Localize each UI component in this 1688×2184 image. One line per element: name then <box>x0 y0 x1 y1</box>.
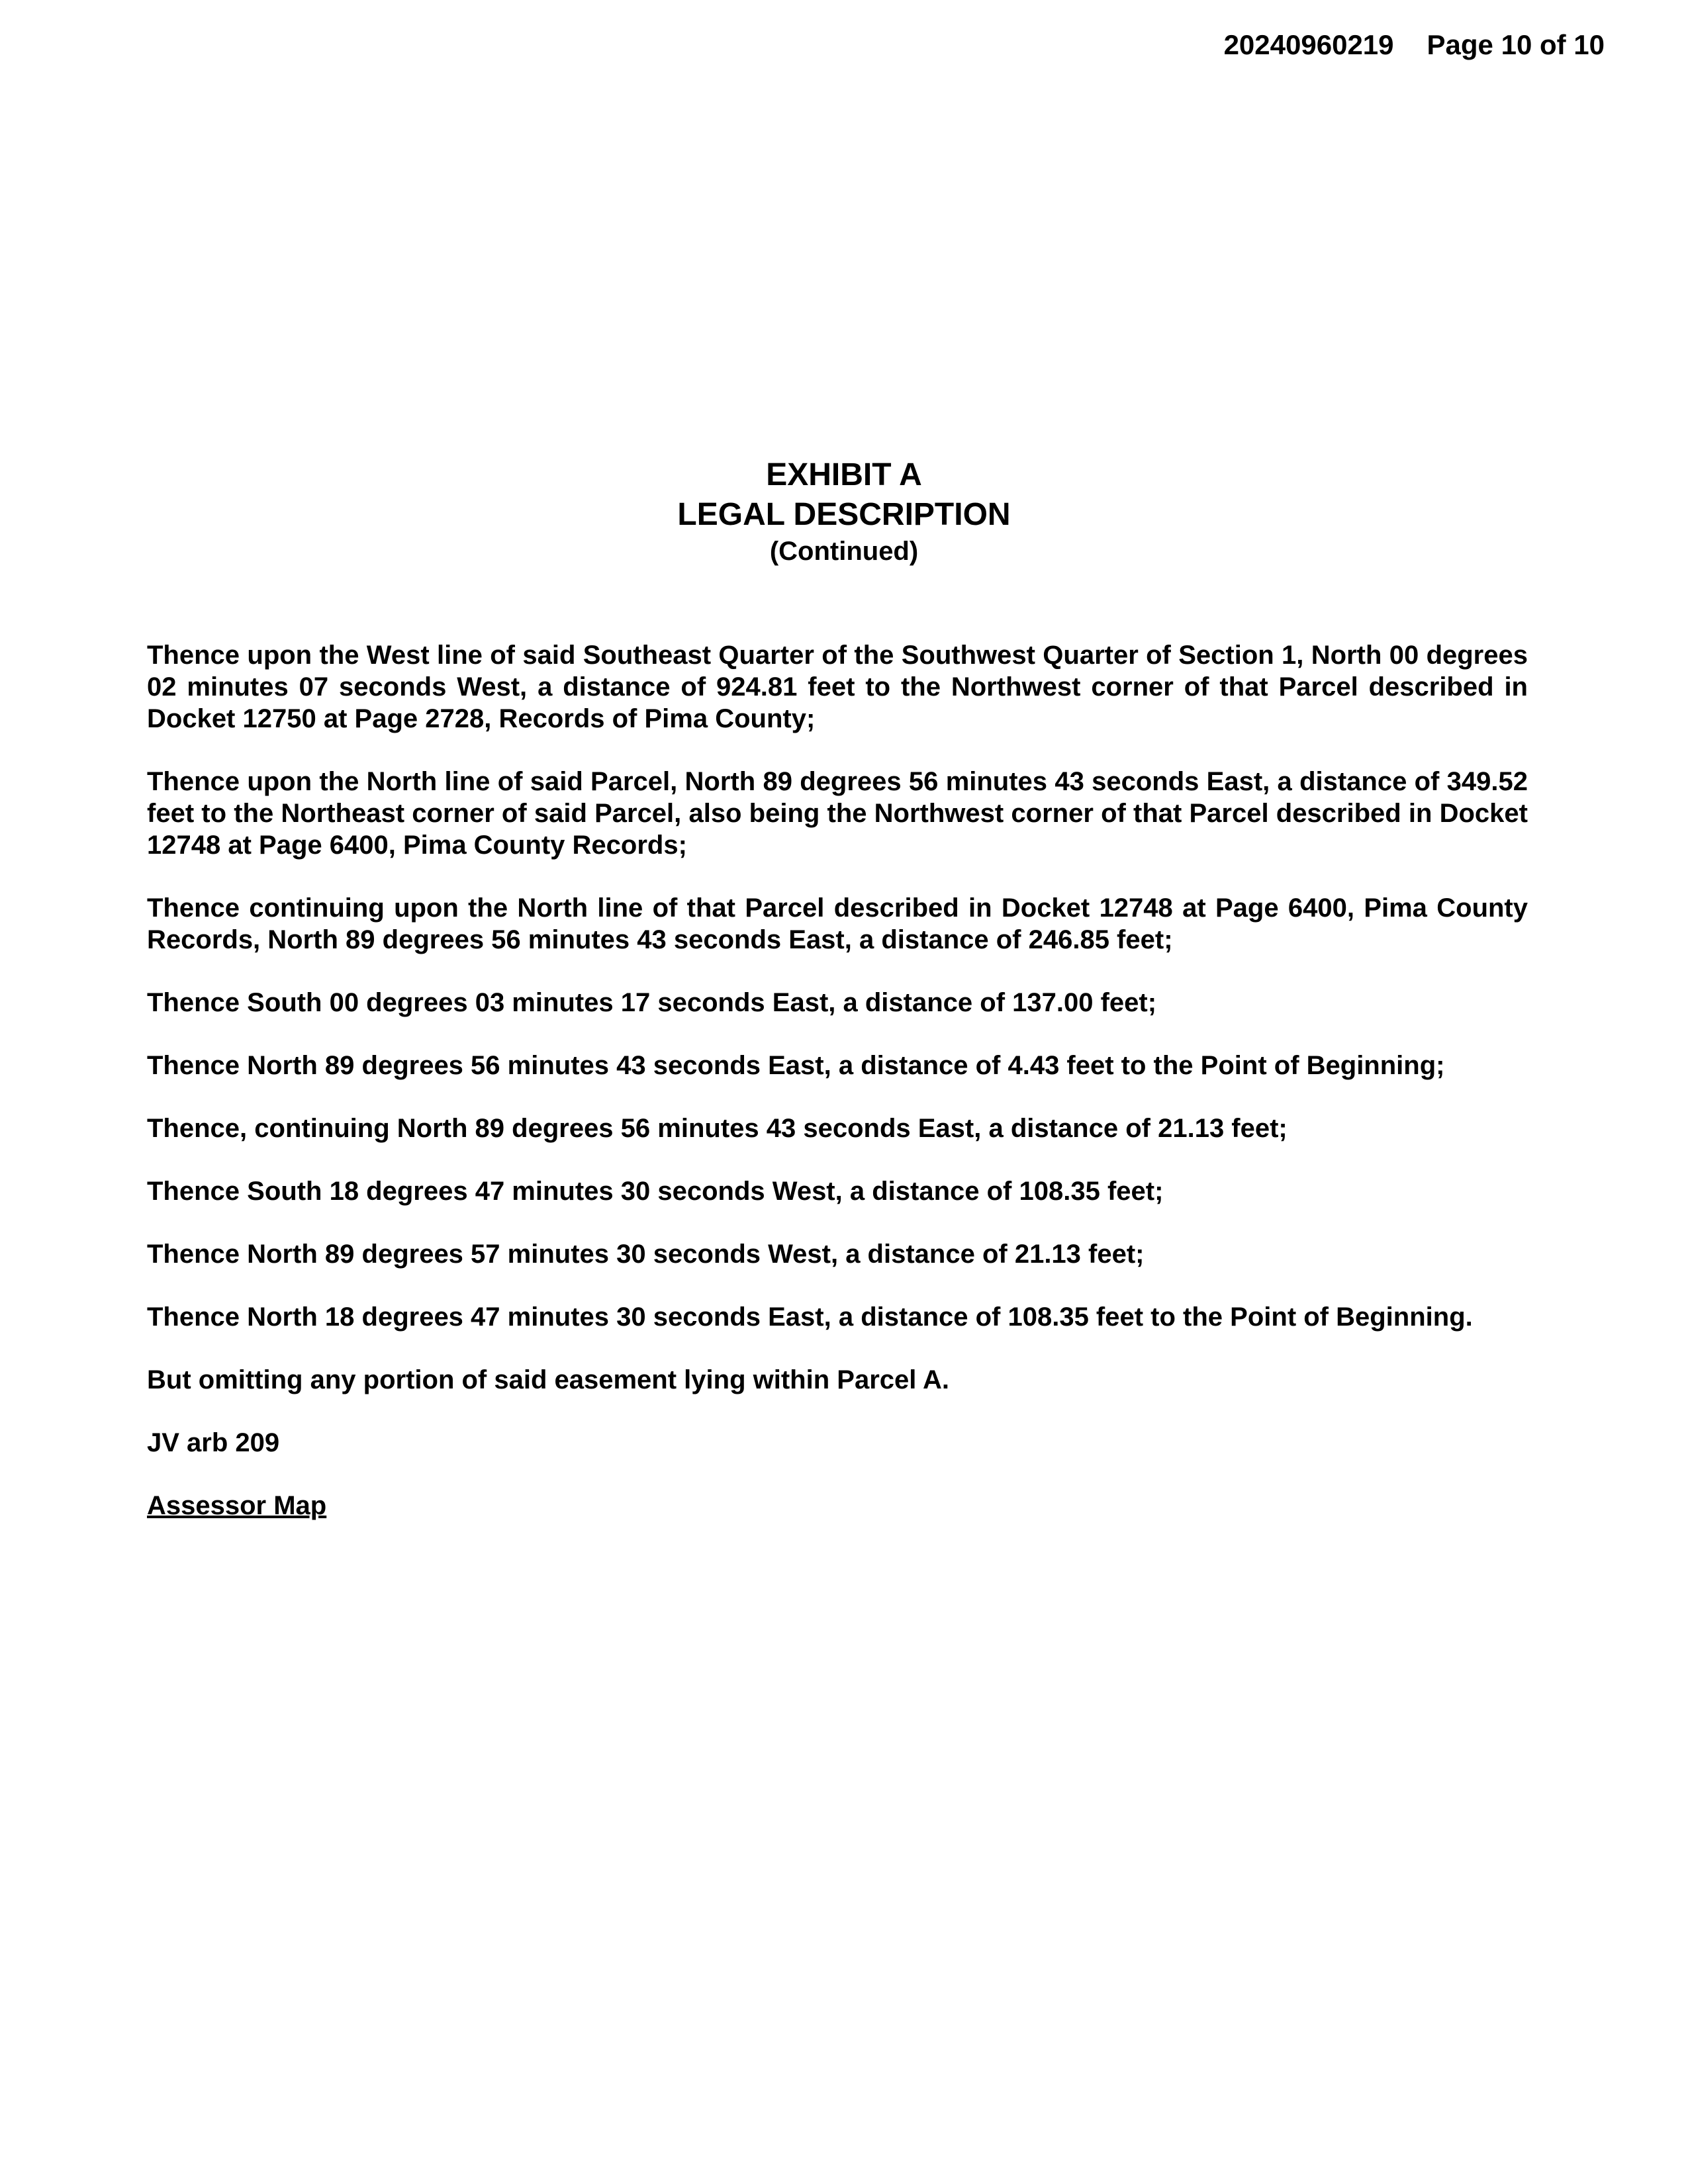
legal-description-body <box>147 639 1528 1553</box>
assessor-map-link[interactable]: Assessor Map <box>147 1491 327 1520</box>
legal-description-heading: LEGAL DESCRIPTION <box>677 497 1011 532</box>
description-paragraph: Thence continuing upon the North line of that Parcel described in Docket 12748 at Page 6400, Pima County Records, North 89 degrees 56 minutes 43 seconds East, a distance of 246.85 feet; <box>147 893 1528 954</box>
description-paragraph: Thence North 89 degrees 56 minutes 43 seconds East, a distance of 4.43 feet to the Point of Beginning; <box>147 1051 1445 1080</box>
page-number: Page 10 of 10 <box>1427 29 1605 60</box>
description-paragraph: Thence upon the North line of said Parcel, North 89 degrees 56 minutes 43 seconds East, a distance of 349.52 feet to the Northeast corner of said Parcel, also being the Northwest corner of that Parcel described in Docket 12748 at Page 6400, Pima County Records; <box>147 767 1528 860</box>
description-paragraph: Thence upon the West line of said Southeast Quarter of the Southwest Quarter of Section 1, North 00 degrees 02 minutes 07 seconds West, a distance of 924.81 feet to the Northwest corner of that Parcel described in Docket 12750 at Page 2728, Records of Pima County; <box>147 641 1528 733</box>
page-header <box>1224 29 1605 61</box>
omission-clause: But omitting any portion of said easement lying within Parcel A. <box>147 1365 949 1394</box>
description-paragraph: Thence, continuing North 89 degrees 56 minutes 43 seconds East, a distance of 21.13 feet; <box>147 1114 1288 1143</box>
title-block <box>0 455 1688 568</box>
description-paragraph: Thence North 89 degrees 57 minutes 30 seconds West, a distance of 21.13 feet; <box>147 1240 1145 1269</box>
description-paragraph: Thence North 18 degrees 47 minutes 30 seconds East, a distance of 108.35 feet to the Point of Beginning. <box>147 1302 1473 1332</box>
continued-label: (Continued) <box>769 537 919 566</box>
reference-code: JV arb 209 <box>147 1428 280 1457</box>
description-paragraph: Thence South 00 degrees 03 minutes 17 seconds East, a distance of 137.00 feet; <box>147 988 1157 1017</box>
description-paragraph: Thence South 18 degrees 47 minutes 30 seconds West, a distance of 108.35 feet; <box>147 1177 1164 1206</box>
document-number: 20240960219 <box>1223 29 1394 60</box>
exhibit-title: EXHIBIT A <box>766 457 922 492</box>
